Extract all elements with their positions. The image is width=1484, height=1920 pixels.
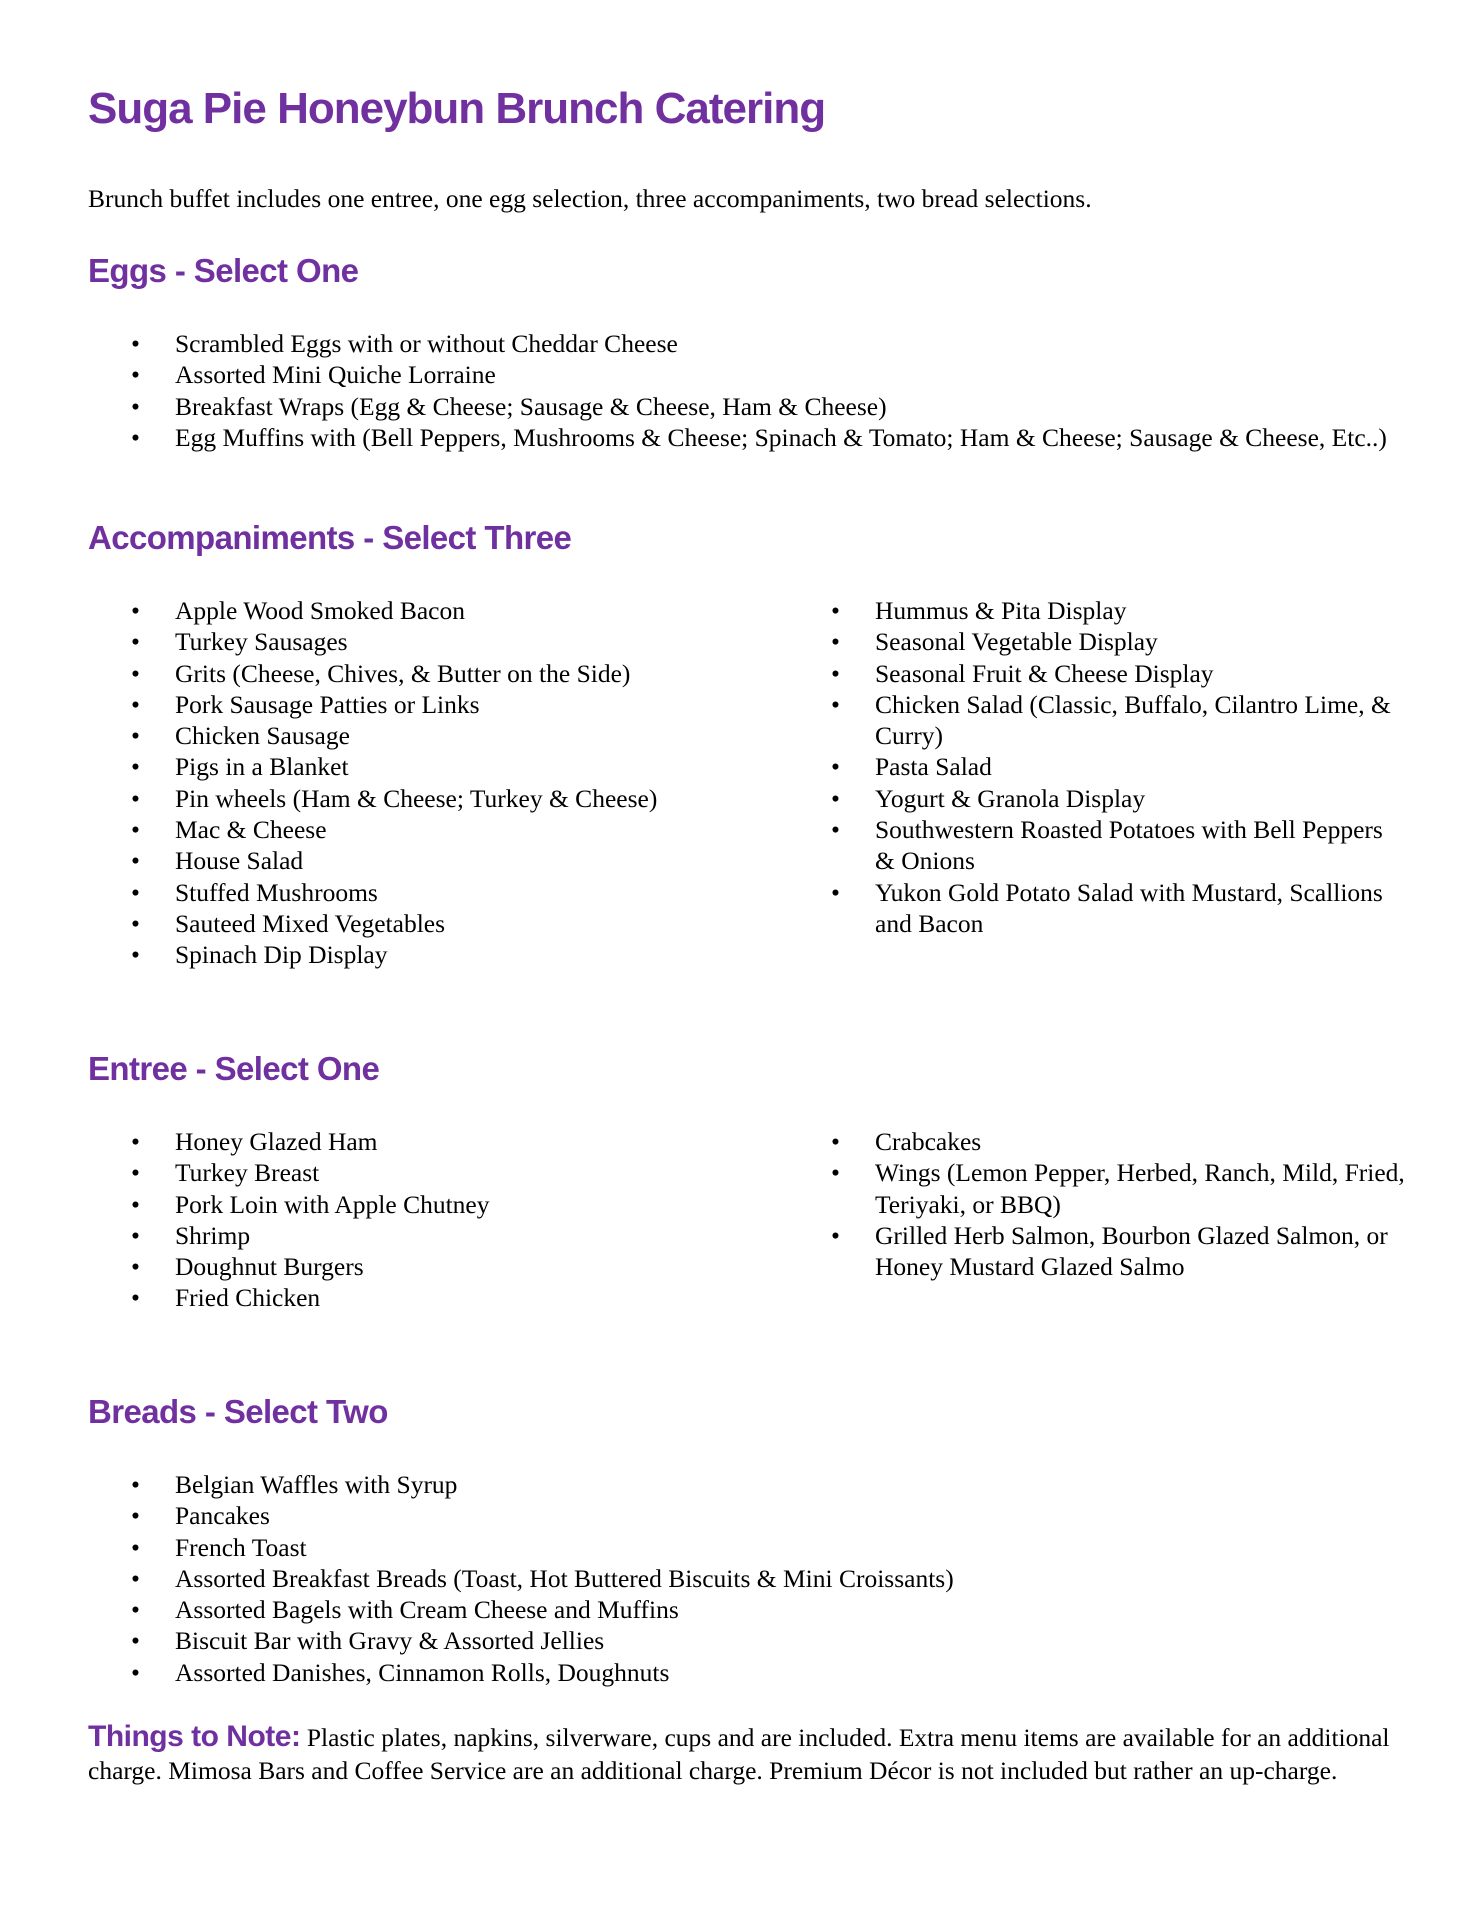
notes-text: Plastic plates, napkins, silverware, cups and are included. Extra menu items are available for an additional charge. Mimosa Bars and Coffee Service are an additional charge. Premium Décor is not included but rather an up-charge. bbox=[88, 1723, 1390, 1785]
list-item: • Assorted Breakfast Breads (Toast, Hot Buttered Biscuits & Mini Croissants) bbox=[88, 1563, 1408, 1594]
list-item: • Chicken Salad (Classic, Buffalo, Cilantro Lime, & Curry) bbox=[788, 689, 1408, 752]
intro-text: Brunch buffet includes one entree, one egg selection, three accompaniments, two bread selections. bbox=[88, 184, 1092, 213]
eggs-list bbox=[88, 328, 1408, 453]
list-item: • House Salad bbox=[88, 845, 657, 876]
list-item: • Pigs in a Blanket bbox=[88, 751, 657, 782]
list-item: • Chicken Sausage bbox=[88, 720, 657, 751]
list-item: • Egg Muffins with (Bell Peppers, Mushrooms & Cheese; Spinach & Tomato; Ham & Cheese; Sausage & Cheese, Etc..) bbox=[88, 422, 1408, 453]
list-item: • Assorted Bagels with Cream Cheese and Muffins bbox=[88, 1594, 1408, 1625]
list-item: • Scrambled Eggs with or without Cheddar Cheese bbox=[88, 328, 1408, 359]
list-item: • Assorted Mini Quiche Lorraine bbox=[88, 359, 1408, 390]
list-item: • Crabcakes bbox=[788, 1126, 1408, 1157]
list-item: • Turkey Sausages bbox=[88, 626, 657, 657]
list-item: • Sauteed Mixed Vegetables bbox=[88, 908, 657, 939]
breads-list bbox=[88, 1469, 1408, 1688]
accompaniments-list-right bbox=[788, 595, 1408, 939]
list-item: • Mac & Cheese bbox=[88, 814, 657, 845]
list-item: • Pork Sausage Patties or Links bbox=[88, 689, 657, 720]
list-item: • Southwestern Roasted Potatoes with Bell Peppers & Onions bbox=[788, 814, 1408, 877]
list-item: • Pasta Salad bbox=[788, 751, 1408, 782]
list-item: • Grits (Cheese, Chives, & Butter on the Side) bbox=[88, 658, 657, 689]
entree-list-left bbox=[88, 1126, 490, 1314]
breads-heading: Breads - Select Two bbox=[88, 1393, 388, 1430]
list-item: • Doughnut Burgers bbox=[88, 1251, 490, 1282]
notes-paragraph bbox=[88, 1720, 1408, 1787]
list-item: • Seasonal Vegetable Display bbox=[788, 626, 1408, 657]
accompaniments-heading: Accompaniments - Select Three bbox=[88, 519, 572, 556]
list-item: • Honey Glazed Ham bbox=[88, 1126, 490, 1157]
notes-label: Things to Note: bbox=[88, 1720, 301, 1753]
entree-list-right bbox=[788, 1126, 1408, 1282]
page-title: Suga Pie Honeybun Brunch Catering bbox=[88, 84, 826, 133]
list-item: • Breakfast Wraps (Egg & Cheese; Sausage & Cheese, Ham & Cheese) bbox=[88, 391, 1408, 422]
list-item: • Yogurt & Granola Display bbox=[788, 783, 1408, 814]
list-item: • Wings (Lemon Pepper, Herbed, Ranch, Mild, Fried, Teriyaki, or BBQ) bbox=[788, 1157, 1408, 1220]
list-item: • Grilled Herb Salmon, Bourbon Glazed Salmon, or Honey Mustard Glazed Salmo bbox=[788, 1220, 1408, 1283]
list-item: • Shrimp bbox=[88, 1220, 490, 1251]
list-item: • Stuffed Mushrooms bbox=[88, 877, 657, 908]
list-item: • Pancakes bbox=[88, 1500, 1408, 1531]
list-item: • Hummus & Pita Display bbox=[788, 595, 1408, 626]
list-item: • Pork Loin with Apple Chutney bbox=[88, 1189, 490, 1220]
list-item: • Yukon Gold Potato Salad with Mustard, Scallions and Bacon bbox=[788, 877, 1408, 940]
list-item: • Belgian Waffles with Syrup bbox=[88, 1469, 1408, 1500]
list-item: • Spinach Dip Display bbox=[88, 939, 657, 970]
eggs-heading: Eggs - Select One bbox=[88, 252, 359, 289]
accompaniments-list-left bbox=[88, 595, 657, 971]
list-item: • French Toast bbox=[88, 1532, 1408, 1563]
list-item: • Biscuit Bar with Gravy & Assorted Jellies bbox=[88, 1625, 1408, 1656]
list-item: • Assorted Danishes, Cinnamon Rolls, Doughnuts bbox=[88, 1657, 1408, 1688]
list-item: • Seasonal Fruit & Cheese Display bbox=[788, 658, 1408, 689]
list-item: • Apple Wood Smoked Bacon bbox=[88, 595, 657, 626]
list-item: • Fried Chicken bbox=[88, 1282, 490, 1313]
list-item: • Pin wheels (Ham & Cheese; Turkey & Cheese) bbox=[88, 783, 657, 814]
entree-heading: Entree - Select One bbox=[88, 1050, 380, 1087]
list-item: • Turkey Breast bbox=[88, 1157, 490, 1188]
